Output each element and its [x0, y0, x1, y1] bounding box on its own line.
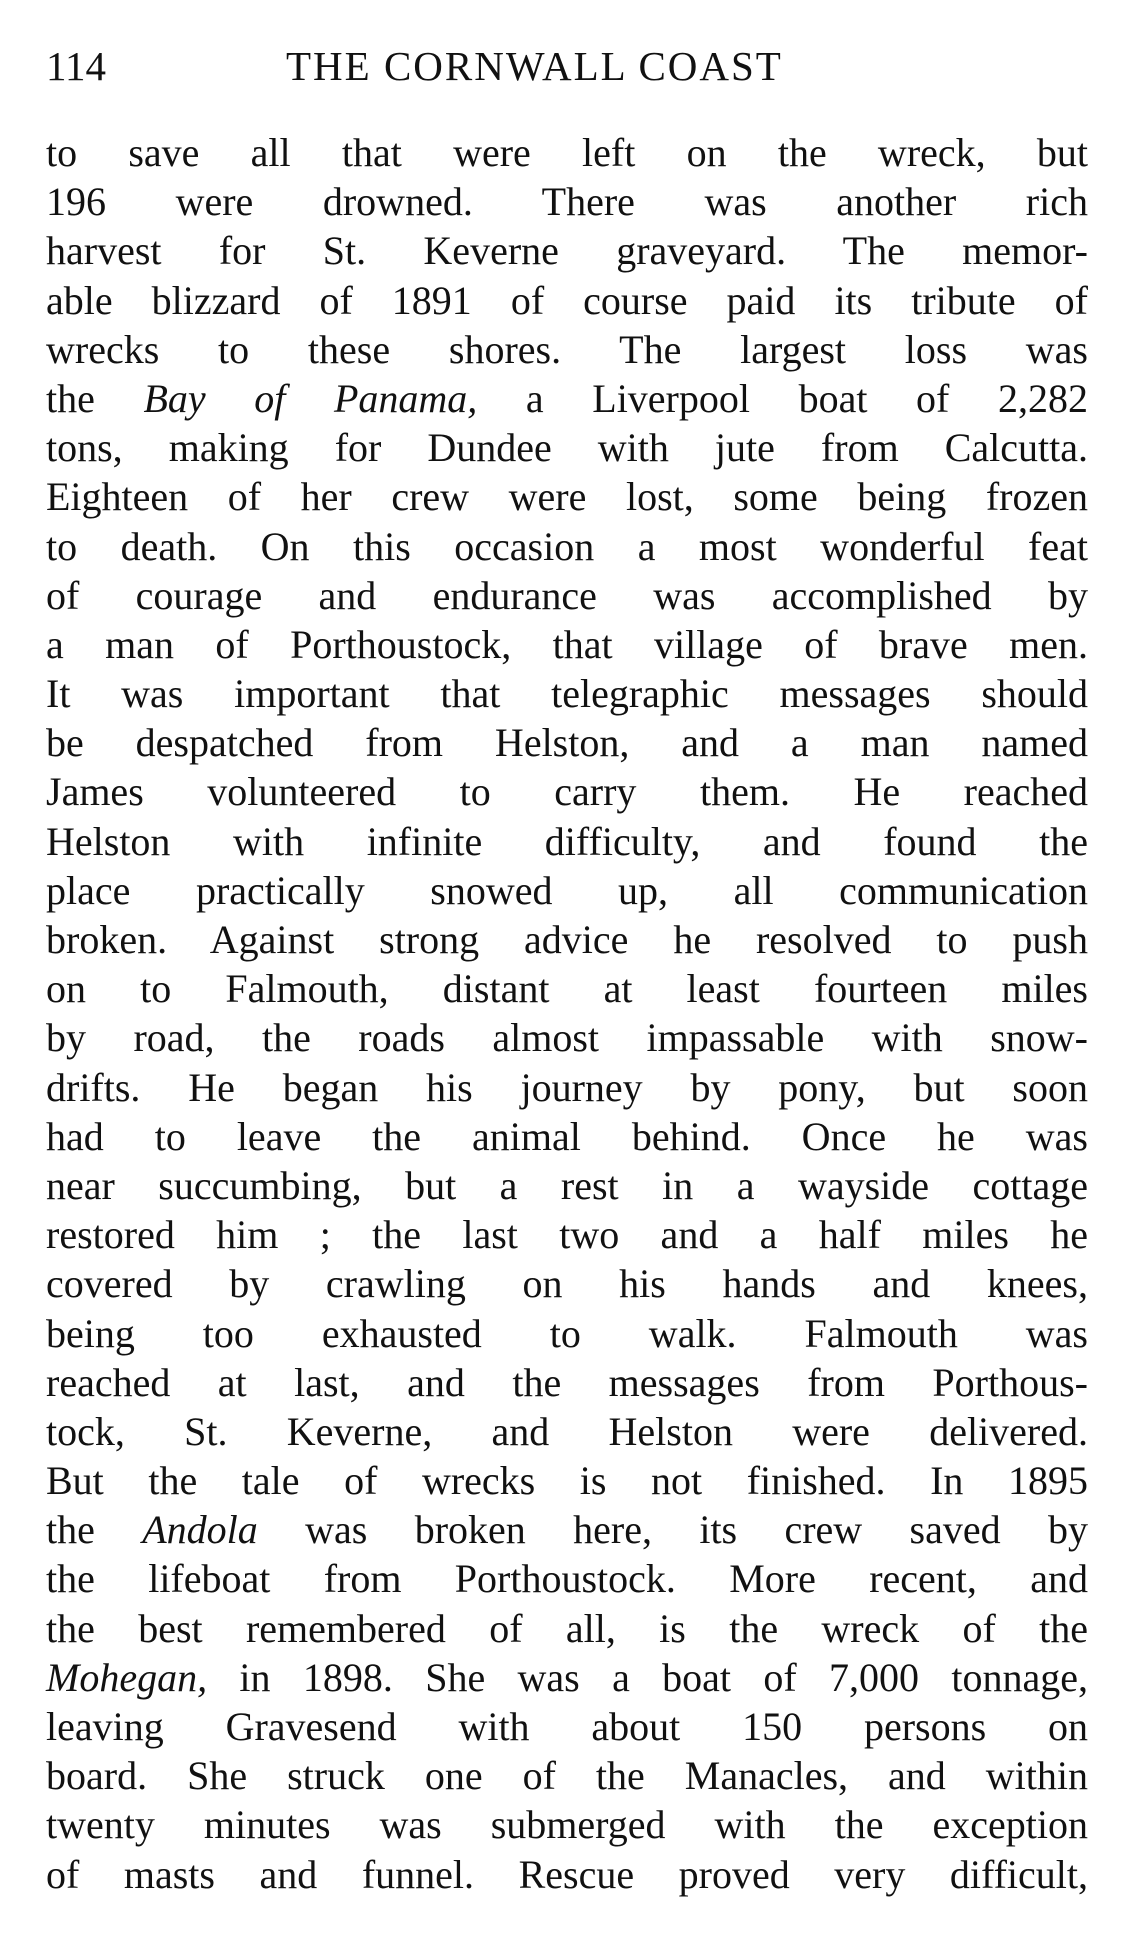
body-paragraph [46, 128, 1088, 1899]
text-line: drifts. He began his journey by pony, but soon [46, 1064, 1088, 1110]
text-line: tock, St. Keverne, and Helston were delivered. [46, 1408, 1088, 1454]
text-line: wrecks to these shores. The largest loss was [46, 326, 1088, 372]
text-line: a man of Porthoustock, that village of brave men. [46, 621, 1088, 667]
text-line: being too exhausted to walk. Falmouth was [46, 1310, 1088, 1356]
text-line: be despatched from Helston, and a man named [46, 720, 1088, 766]
ship-name-italic: Bay of Panama, [143, 375, 478, 421]
text-line: broken. Against strong advice he resolved to push [46, 917, 1088, 962]
text-line: place practically snowed up, all communication [46, 867, 1088, 913]
text-line: had to leave the animal behind. Once he was [46, 1113, 1088, 1159]
text-line: of courage and endurance was accomplished by [46, 572, 1088, 618]
text-line: Eighteen of her crew were lost, some being frozen [46, 474, 1088, 520]
text-line: It was important that telegraphic messages should [46, 671, 1088, 717]
text-line: Mohegan, in 1898. She was a boat of 7,000 tonnage, [46, 1654, 1088, 1700]
text-line: twenty minutes was submerged with the exception [46, 1802, 1088, 1848]
text-line: able blizzard of 1891 of course paid its tribute of [46, 277, 1088, 323]
text-line: harvest for St. Keverne graveyard. The memor- [46, 228, 1088, 274]
text-line: to save all that were left on the wreck, but [46, 130, 1088, 175]
text-line: 196 were drowned. There was another rich [46, 179, 1088, 225]
text-line: the best remembered of all, is the wreck of the [46, 1605, 1088, 1651]
text-line: leaving Gravesend with about 150 persons on [46, 1704, 1088, 1749]
running-title: THE CORNWALL COAST [286, 43, 783, 89]
text-line: James volunteered to carry them. He reached [46, 769, 1088, 815]
page-number: 114 [46, 43, 106, 89]
text-line: board. She struck one of the Manacles, and within [46, 1753, 1088, 1799]
text-line: covered by crawling on his hands and knees, [46, 1261, 1088, 1307]
text-line: on to Falmouth, distant at least fourteen miles [46, 966, 1088, 1012]
text-line: near succumbing, but a rest in a wayside cottage [46, 1162, 1088, 1208]
text-line: the Bay of Panama, a Liverpool boat of 2,282 [46, 375, 1088, 421]
text-line: tons, making for Dundee with jute from Calcutta. [46, 425, 1088, 471]
text-line: Helston with infinite difficulty, and found the [46, 818, 1088, 864]
text-line: reached at last, and the messages from Porthous- [46, 1359, 1088, 1405]
text-line: restored him ; the last two and a half miles he [46, 1212, 1088, 1258]
ship-name-italic: Andola [142, 1507, 258, 1553]
page-header [46, 36, 1086, 96]
text-line: But the tale of wrecks is not finished. In 1895 [46, 1458, 1088, 1504]
text-line: the lifeboat from Porthoustock. More recent, and [46, 1556, 1088, 1602]
text-line: the Andola was broken here, its crew saved by [46, 1507, 1088, 1553]
text-line: to death. On this occasion a most wonderful feat [46, 523, 1088, 569]
ship-name-italic: Mohegan, [46, 1654, 208, 1700]
text-line: of masts and funnel. Rescue proved very difficult, [46, 1851, 1088, 1897]
text-line: by road, the roads almost impassable with snow- [46, 1015, 1088, 1061]
